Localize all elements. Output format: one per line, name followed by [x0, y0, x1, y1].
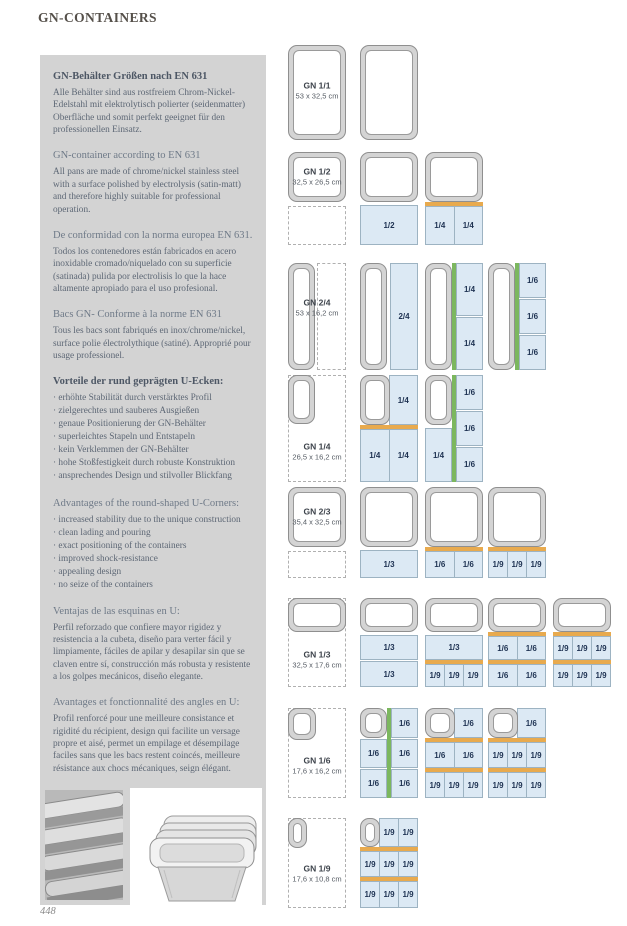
- diagram-band: [488, 742, 546, 768]
- fraction-cell: 1/6: [391, 708, 418, 738]
- gn-container-shape: [425, 487, 483, 547]
- gn-container-shape: [360, 375, 390, 425]
- gn-container-shape: [425, 598, 483, 632]
- gn-row-gn-1-9: [288, 818, 627, 908]
- gn-container-inner: [365, 492, 413, 542]
- bullet-list: [53, 392, 256, 483]
- diagram-band: [456, 375, 483, 410]
- diagram-band: [360, 851, 418, 877]
- fraction-cell: 1/4: [389, 429, 419, 482]
- variant-column: [360, 818, 418, 908]
- section-heading: GN-container according to EN 631: [53, 150, 201, 162]
- fraction-cell: 1/6: [454, 742, 484, 768]
- fraction-cell: 1/6: [519, 263, 546, 298]
- gn-container-inner: [365, 823, 375, 842]
- gn-dims-text: 17,6 x 10,8 cm: [292, 874, 342, 884]
- diagram-band: [360, 598, 418, 632]
- variant-column: [425, 708, 483, 798]
- diagram-band: [456, 411, 483, 446]
- fraction-cell: 1/9: [488, 551, 508, 578]
- info-panel-sections: [40, 55, 266, 775]
- fraction-cell: 1/9: [444, 772, 464, 798]
- fraction-cell: 1/9: [425, 772, 445, 798]
- diagram-band: [391, 708, 418, 738]
- text-section: [53, 230, 256, 295]
- diagram-band: [488, 263, 515, 370]
- gn-row-gn-2-3: [288, 487, 627, 578]
- variant-column: [488, 263, 546, 370]
- bullet-item: · improved shock-resistance: [53, 553, 256, 566]
- bullet-item: · exact positioning of the containers: [53, 540, 256, 553]
- gn-size-label: [296, 80, 339, 101]
- fraction-cell: 1/9: [572, 664, 592, 687]
- diagram-band: [425, 772, 483, 798]
- diagram-band: [360, 375, 418, 425]
- diagram-band: [425, 742, 483, 768]
- fraction-cell: 1/6: [488, 636, 518, 660]
- diagram-band: [360, 881, 418, 908]
- fraction-cell: 1/6: [391, 769, 418, 798]
- gn-name-text: GN 2/4: [303, 297, 331, 308]
- diagram-band: [425, 487, 483, 547]
- gn-dims-text: 32,5 x 26,5 cm: [292, 177, 342, 187]
- gn-container-inner: [493, 492, 541, 542]
- fraction-cell: 1/9: [425, 664, 445, 687]
- stacked-pan-corners-photo: [45, 790, 123, 900]
- fraction-cell: 1/9: [526, 772, 546, 798]
- bullet-item: · ansprechendes Design und stilvoller Blickfang: [53, 470, 256, 483]
- diagram-band: [519, 263, 546, 298]
- fraction-cell: 1/4: [425, 428, 452, 482]
- diagram-band: [425, 152, 483, 202]
- gn-row-gn-1-4: [288, 375, 627, 482]
- diagram-band: [360, 739, 387, 768]
- diagram-band: [425, 206, 483, 245]
- fraction-cell: 1/9: [379, 851, 399, 877]
- variant-left-col: [425, 263, 452, 370]
- gn-container-inner: [293, 603, 341, 627]
- gn-container-inner: [493, 713, 513, 733]
- gn-container-inner: [365, 157, 413, 197]
- gn-dims-text: 17,6 x 16,2 cm: [292, 766, 342, 776]
- fraction-cell: 1/9: [379, 881, 399, 908]
- diagram-band: [456, 263, 483, 316]
- fraction-cell: 1/6: [519, 299, 546, 334]
- gn-container-shape: [425, 263, 452, 370]
- diagram-band: [425, 598, 483, 632]
- gn-container-inner: [430, 492, 478, 542]
- gn-container-inner: [293, 823, 302, 843]
- diagram-band: [425, 664, 483, 687]
- fraction-cell: 1/6: [517, 708, 547, 738]
- stacked-pan-corners-image: [45, 790, 123, 900]
- variant-column: [360, 45, 418, 140]
- diagram-band: [553, 636, 611, 660]
- section-body: All pans are made of chrome/nickel stainless steel with a surface polished by electrolysis (satin-matt) and therefore highly suitable for professional operation.: [53, 167, 241, 215]
- fraction-cell: 1/9: [360, 881, 380, 908]
- gn-container-shape: [425, 375, 452, 425]
- fraction-cell: 1/6: [517, 636, 547, 660]
- text-section: [53, 697, 256, 775]
- gn-row-gn-1-2: [288, 152, 627, 245]
- diagram-band: [519, 299, 546, 334]
- page-title: GN-CONTAINERS: [38, 10, 157, 25]
- diagram-band: [391, 739, 418, 768]
- fraction-cell: 1/9: [379, 818, 399, 847]
- section-heading: Bacs GN- Conforme à la norme EN 631: [53, 309, 222, 321]
- ref-column: [288, 708, 346, 798]
- gn-container-inner: [493, 603, 541, 627]
- diagram-band: [488, 708, 546, 738]
- fraction-cell: 1/4: [454, 206, 484, 245]
- gn-container-inner: [365, 380, 385, 420]
- section-heading: De conformidad con la norma europea EN 631.: [53, 229, 253, 241]
- gn-container-inner: [430, 713, 450, 733]
- diagram-band: [360, 635, 418, 660]
- bullet-item: · kein Verklemmen der GN-Behälter: [53, 444, 256, 457]
- gn-size-label: [292, 650, 341, 671]
- diagram-band: [360, 152, 418, 202]
- fraction-cell: 1/9: [488, 742, 508, 768]
- section-heading: Ventajas de las esquinas en U:: [53, 605, 180, 617]
- section-body: Profil renforcé pour une meilleure consistance et rigidité du récipient, design qui facilite un versage propre et aisé, permet un empilage et désempilage faciles sans que les bacs restent coincés, meilleure résistance aux chocs mécaniques, seign élégant.: [53, 714, 240, 774]
- gn-container-shape: [288, 818, 307, 848]
- fraction-cell: 1/9: [463, 772, 483, 798]
- diagram-band: [488, 636, 546, 660]
- gn-container-shape: [488, 263, 515, 370]
- diagram-band: [360, 818, 418, 847]
- gn-size-label: [292, 863, 341, 884]
- gn-container-shape: [360, 818, 380, 847]
- diagram-band: [360, 263, 387, 370]
- diagram-band: [425, 263, 452, 370]
- fraction-cell: 1/3: [360, 550, 418, 578]
- fraction-cell: 1/6: [517, 664, 547, 687]
- text-section: [53, 309, 256, 362]
- diagram-band: [360, 45, 418, 140]
- dashed-outline: [288, 206, 346, 245]
- diagram-band: [488, 551, 546, 578]
- bullet-list: [53, 514, 256, 592]
- diagram-band: [425, 551, 483, 578]
- bullet-item: · clean lading and pouring: [53, 527, 256, 540]
- gn-name-text: GN 1/9: [303, 863, 331, 874]
- gn-pan-stack-image: [130, 788, 262, 906]
- section-body: Alle Behälter sind aus rostfreiem Chrom-Nickel-Edelstahl mit elektrolytisch polierter (seidenmatter) Oberfläche und somit perfekt geeignet für den professionellen Einsatz.: [53, 88, 246, 136]
- fraction-cell: 1/6: [456, 447, 483, 482]
- gn-container-inner: [293, 380, 310, 419]
- diagram-band: [360, 205, 418, 245]
- gn-size-label: [292, 442, 341, 463]
- variant-column: [360, 152, 418, 245]
- bullet-item: · increased stability due to the unique construction: [53, 514, 256, 527]
- fraction-cell: 1/9: [572, 636, 592, 660]
- gn-size-label: [292, 755, 341, 776]
- variant-left-col: [488, 263, 515, 370]
- diagram-band: [425, 375, 452, 425]
- gn-container-inner: [365, 268, 382, 365]
- variant-right-col: [390, 263, 418, 370]
- ref-column: [288, 818, 346, 908]
- gn-dims-text: 26,5 x 16,2 cm: [292, 452, 342, 462]
- text-section: [53, 376, 256, 483]
- variant-left-col: [360, 708, 387, 798]
- section-body: Tous les bacs sont fabriqués en inox/chrome/nickel, surface polie électrolythique (satiné). Approprié pour usage professionel.: [53, 326, 251, 362]
- variant-column: [360, 708, 418, 798]
- gn-container-inner: [293, 713, 311, 735]
- ref-column: [288, 598, 346, 687]
- fraction-cell: 1/4: [456, 317, 483, 370]
- section-heading: Avantages et fonctionnalité des angles en U:: [53, 697, 240, 709]
- gn-container-shape: [360, 598, 418, 632]
- section-body: Perfil reforzado que confiere mayor rigidez y resistencia a la cubeta, diseño para verter fácil y limpiamente, fáciles de apilar y desapilar sin que se claven entre sí, construcción más robusta y resistente a los golpes mecánicos, diseño elegante.: [53, 622, 251, 683]
- gn-container-shape: [288, 598, 346, 632]
- fraction-cell: 1/9: [507, 772, 527, 798]
- page-number: 448: [40, 906, 56, 917]
- fraction-cell: 1/9: [398, 851, 418, 877]
- variant-left-col: [425, 375, 452, 482]
- fraction-cell: 1/6: [488, 664, 518, 687]
- ref-column: [288, 152, 346, 245]
- variant-right-col: [519, 263, 546, 370]
- variant-right-col: [456, 263, 483, 370]
- diagram-band: [488, 664, 546, 687]
- gn-name-text: GN 2/3: [303, 506, 331, 517]
- variant-column: [425, 598, 483, 687]
- variant-column: [425, 152, 483, 245]
- diagram-band: [360, 708, 387, 738]
- gn-container-inner: [365, 603, 413, 627]
- diagram-band: [360, 550, 418, 578]
- text-section: [53, 498, 256, 592]
- ref-column: [288, 375, 346, 482]
- gn-container-shape: [288, 708, 316, 740]
- variant-column: [425, 263, 483, 370]
- gn-container-shape: [360, 45, 418, 140]
- variant-column: [425, 487, 483, 578]
- gn-container-inner: [430, 380, 447, 420]
- gn-container-inner: [365, 50, 413, 135]
- variant-right-col: [391, 708, 418, 798]
- diagram-band: [360, 429, 418, 482]
- bullet-item: · hohe Stoßfestigkeit durch robuste Konstruktion: [53, 457, 256, 470]
- info-panel: [40, 55, 266, 905]
- gn-size-label: [296, 298, 339, 319]
- fraction-cell: 1/6: [391, 739, 418, 768]
- fraction-cell: 1/9: [463, 664, 483, 687]
- diagram-band: [360, 487, 418, 547]
- fraction-cell: 1/9: [444, 664, 464, 687]
- fraction-cell: 1/9: [526, 742, 546, 768]
- fraction-cell: 1/9: [553, 636, 573, 660]
- ref-column: [288, 487, 346, 578]
- fraction-cell: 1/9: [526, 551, 546, 578]
- variant-column: [425, 375, 483, 482]
- gn-container-inner: [430, 603, 478, 627]
- bullet-item: · genaue Positionierung der GN-Behälter: [53, 418, 256, 431]
- gn-dims-text: 32,5 x 17,6 cm: [292, 660, 342, 670]
- gn-name-text: GN 1/3: [303, 649, 331, 660]
- fraction-cell: 1/3: [425, 635, 483, 660]
- gn-container-inner: [430, 268, 447, 365]
- fraction-cell: 1/4: [360, 429, 390, 482]
- gn-row-gn-1-6: [288, 708, 627, 798]
- gn-size-label: [292, 167, 341, 188]
- fraction-cell: 1/6: [456, 411, 483, 446]
- gn-container-shape: [553, 598, 611, 632]
- gn-container-inner: [365, 713, 382, 733]
- fraction-cell: 1/4: [425, 206, 455, 245]
- fraction-cell: 1/3: [360, 635, 418, 660]
- fraction-cell: 1/9: [398, 818, 418, 847]
- gn-pan-stack-photo: [130, 788, 262, 906]
- fraction-cell: 1/9: [507, 551, 527, 578]
- fraction-cell: 1/9: [591, 664, 611, 687]
- gn-dims-text: 35,4 x 32,5 cm: [292, 517, 342, 527]
- section-heading: GN-Behälter Größen nach EN 631: [53, 71, 208, 82]
- variant-column: [360, 598, 418, 687]
- variant-right-col: [456, 375, 483, 482]
- fraction-cell: 1/6: [425, 742, 455, 768]
- diagram-band: [553, 664, 611, 687]
- gn-dims-text: 53 x 16,2 cm: [295, 308, 339, 318]
- fraction-cell: 1/9: [507, 742, 527, 768]
- fraction-cell: 1/9: [360, 851, 380, 877]
- variant-left-col: [360, 263, 387, 370]
- bullet-item: · superleichtes Stapeln und Entstapeln: [53, 431, 256, 444]
- fraction-cell: 1/6: [360, 769, 387, 798]
- gn-row-gn-2-4: [288, 263, 627, 370]
- fraction-cell: 1/4: [389, 375, 419, 425]
- variant-column: [488, 708, 546, 798]
- diagram-band: [391, 769, 418, 798]
- fraction-cell: 1/2: [360, 205, 418, 245]
- diagram-band: [425, 428, 452, 482]
- gn-row-gn-1-3: [288, 598, 627, 687]
- fraction-cell: 1/9: [591, 636, 611, 660]
- gn-container-shape: [360, 152, 418, 202]
- gn-container-shape: [360, 263, 387, 370]
- bullet-item: · appealing design: [53, 566, 256, 579]
- gn-name-text: GN 1/1: [303, 80, 331, 91]
- text-section: [53, 606, 256, 684]
- gn-name-text: GN 1/2: [303, 166, 331, 177]
- text-section: [53, 71, 256, 136]
- section-body: Todos los contenedores están fabricados en acero inoxidable cromado/niquelado con su superficie (satinada) pulida por electrolisis lo que la hace altamente apropiado para el uso profesional.: [53, 246, 237, 294]
- diagram-band: [425, 708, 483, 738]
- diagram-band: [519, 335, 546, 370]
- ref-column: [288, 45, 346, 140]
- gn-container-shape: [488, 598, 546, 632]
- bullet-item: · zielgerechtes und sauberes Ausgießen: [53, 405, 256, 418]
- variant-column: [360, 375, 418, 482]
- gn-container-shape: [425, 152, 483, 202]
- variant-column: [488, 598, 546, 687]
- gn-container-shape: [488, 708, 518, 738]
- fraction-cell: 1/6: [360, 739, 387, 768]
- diagram-band: [488, 772, 546, 798]
- diagram-band: [425, 635, 483, 660]
- fraction-cell: 1/6: [425, 551, 455, 578]
- gn-row-gn-1-1: [288, 45, 627, 140]
- diagram-band: [488, 487, 546, 547]
- diagram-band: [360, 661, 418, 687]
- gn-container-inner: [493, 268, 510, 365]
- gn-container-inner: [558, 603, 606, 627]
- variant-column: [553, 598, 611, 687]
- section-heading: Advantages of the round-shaped U-Corners:: [53, 497, 240, 509]
- bullet-item: · erhöhte Stabilität durch verstärktes Profil: [53, 392, 256, 405]
- size-diagrams: [288, 0, 627, 926]
- section-heading: Vorteile der rund geprägten U-Ecken:: [53, 376, 224, 388]
- diagram-band: [360, 769, 387, 798]
- gn-container-inner: [430, 157, 478, 197]
- dashed-outline: [288, 551, 346, 578]
- gn-container-shape: [488, 487, 546, 547]
- ref-column: [288, 263, 346, 370]
- diagram-band: [488, 598, 546, 632]
- diagram-band: [456, 447, 483, 482]
- gn-dims-text: 53 x 32,5 cm: [295, 91, 339, 101]
- fraction-cell: 1/9: [553, 664, 573, 687]
- fraction-cell: 1/4: [456, 263, 483, 316]
- diagram-band: [390, 263, 418, 370]
- fraction-cell: 1/9: [398, 881, 418, 908]
- gn-container-shape: [425, 708, 455, 738]
- bullet-item: · no seize of the containers: [53, 579, 256, 592]
- fraction-cell: 1/3: [360, 661, 418, 687]
- gn-container-shape: [360, 487, 418, 547]
- fraction-cell: 1/6: [454, 551, 484, 578]
- diagram-band: [553, 598, 611, 632]
- variant-column: [360, 487, 418, 578]
- gn-container-shape: [288, 375, 315, 424]
- fraction-cell: 1/6: [519, 335, 546, 370]
- gn-name-text: GN 1/4: [303, 441, 331, 452]
- gn-size-label: [292, 507, 341, 528]
- fraction-cell: 1/6: [456, 375, 483, 410]
- fraction-cell: 2/4: [390, 263, 418, 370]
- fraction-cell: 1/6: [454, 708, 484, 738]
- variant-column: [360, 263, 418, 370]
- gn-name-text: GN 1/6: [303, 755, 331, 766]
- gn-container-shape: [360, 708, 387, 738]
- text-section: [53, 150, 256, 215]
- diagram-band: [456, 317, 483, 370]
- fraction-cell: 1/9: [488, 772, 508, 798]
- variant-column: [488, 487, 546, 578]
